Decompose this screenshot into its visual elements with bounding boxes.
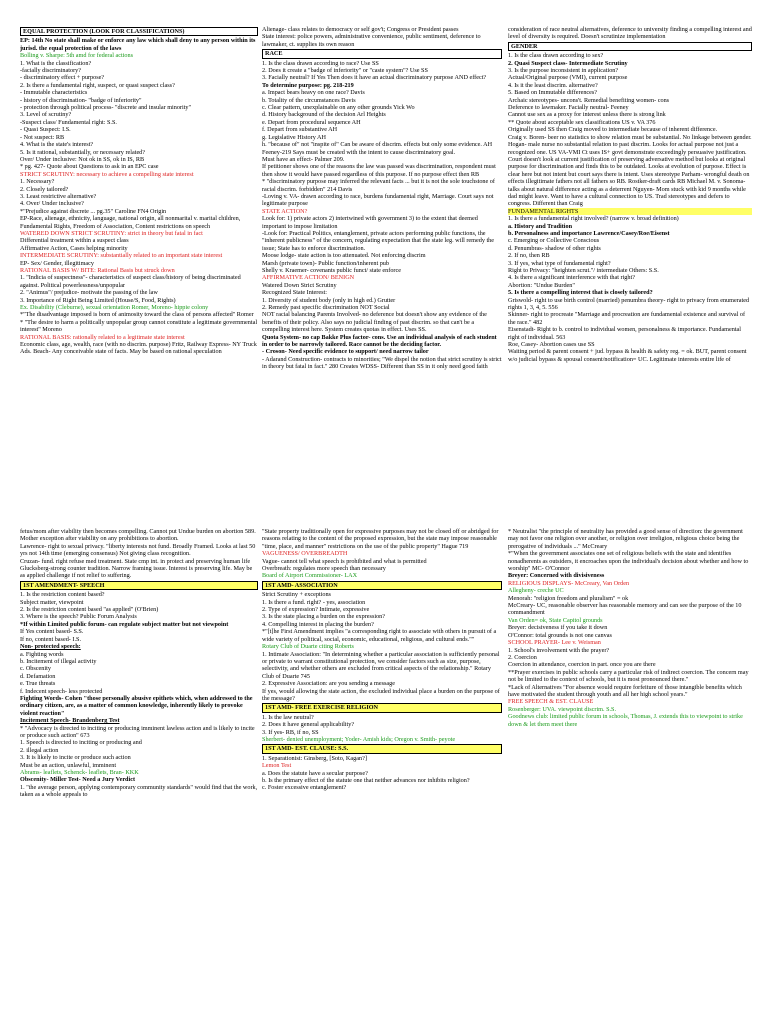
outline-line: 3. It is likely to incite or produce such action	[20, 754, 131, 762]
outline-line: EP: 14th No state shall make or enforce any law which shall deny to any person within its jurisd. the equal protection of the laws	[20, 37, 256, 52]
column-bottom-middle	[262, 528, 502, 1024]
outline-line: Coercion in attendance, coercion in part. once you are there	[508, 661, 656, 669]
outline-line: EP-Race, alienage, ethnicity, language, national origin, all nonmarital v. marital children, Fundamental Rights, Freedom of Association, Content restrictions on speech	[20, 215, 241, 230]
outline-line: State interest: police powers, administrative convenience, public sentiment, deference to lawmaker, ct. supplies its own reason	[262, 33, 481, 48]
outline-line: 2. Closely tailored?	[20, 185, 69, 193]
outline-line: Abortion: "Undue Burden"	[508, 281, 575, 289]
outline-line: b. Totality of the circumstances Davis	[262, 96, 356, 104]
outline-line: 1. "Indicia of suspectness"- characteristics of suspect class/history of being discriminated against. Political powerlessness/unpopular	[20, 274, 241, 289]
outline-line: Allegheny- creche UC	[508, 587, 564, 595]
outline-line: Marsh (private town)- Public function/inherent pub	[262, 259, 389, 267]
outline-line: If no, content based- I.S.	[20, 635, 81, 643]
outline-line: 2. Expressive Association: are you sending a message	[262, 680, 396, 688]
outline-line: Vague- cannot tell what speech is prohibited and what is permitted	[262, 557, 427, 565]
outline-line: * pg. 427- Quote about Questions to ask in an EPC case	[20, 163, 159, 171]
outline-line: 1ST AMD- EST. CLAUSE: S.S.	[262, 744, 502, 753]
outline-line: 5. Is there a compelling interest that is closely tailored?	[508, 289, 653, 297]
column-top-right	[508, 26, 752, 490]
outline-line: Shelly v. Kraemer- covenants public funct/ state enforce	[262, 267, 401, 274]
outline-line: Differential treatment within a suspect class	[20, 237, 129, 245]
outline-line: ** Quote about acceptable sex classifications US v. VA 376	[508, 118, 656, 126]
outline-line: 1. Necessary?	[20, 178, 55, 186]
outline-line: 1. Is the class drawn according to sex?	[508, 52, 604, 60]
outline-line: *"The disadvantage imposed is born of animosity toward the class of persons affected" Romer	[20, 311, 254, 319]
outline-line: Must be an action, unlawful, imminent	[20, 761, 117, 769]
outline-line: 3. Importance of Right Being Limited (House/S, Food, Rights)	[20, 296, 176, 304]
outline-line: Alienage- class relates to democracy or self gov't; Congress or President passes	[262, 26, 459, 33]
outline-line: Rotary Club of Duarte citing Roberts	[262, 643, 354, 651]
outline-line: EQUAL PROTECTION (LOOK FOR CLASSIFICATIONS)	[20, 27, 258, 36]
outline-line: O'Connor: total grounds is not one canvas	[508, 631, 612, 639]
outline-line: -Loving v. VA- drawn according to race, burdens fundamental right, Marriage. Court says not legitimate purpose	[262, 192, 494, 208]
outline-line: 5. Based on Immutable differences?	[508, 89, 598, 97]
outline-line: VAGUENESS/ OVERBREADTH	[262, 550, 348, 558]
outline-line: SCHOOL PRAYER- Lee v. Weisman	[508, 639, 601, 647]
outline-line: * Neutralist "the principle of neutrality has provided a good sense of direction: the government may not favor one religion over another, or religion over irreligion, religious choice being the prerogative of individuals ..." McCreary	[508, 528, 743, 550]
outline-line: 1ST AMD- ASSOCIATION	[262, 581, 502, 590]
outline-line: h. "because of" not "inspite of" Can be aware of discrim. effects but only some evidence. AH Feeney-219 Says must be created with the intent to cause discriminatory goal.	[262, 141, 493, 156]
outline-line: 1ST AMD- FREE EXERCISE RELIGION	[262, 703, 502, 712]
outline-line: 2. Remedy past specific discrimination NOT Social	[262, 304, 390, 312]
outline-line: 4. Compelling interest in placing the burden?	[262, 620, 374, 628]
outline-line: 2. Is the restriction content based "as applied" (O'Brien)	[20, 606, 159, 614]
outline-line: 1. "the average person, applying contemporary community standards" would find that the work, taken as a whole appeals to	[20, 783, 258, 799]
outline-line: d. Defamation	[20, 672, 56, 680]
outline-line: Quota System- no cap Bakke Plus factor- cons. Use an individual analysis of each student in order to be narrowly tailored. Race cannot be the deciding factor.	[262, 333, 497, 349]
outline-line: b. Is the primary effect of the statute one that neither advances nor inhibits religion?	[262, 777, 470, 784]
outline-line: b. Personalness and importance Lawrence/Casey/Roe/Eisenst	[508, 229, 670, 237]
outline-line: 4. What is the state's interest?	[20, 141, 94, 149]
outline-line: Strict Scrutiny + exceptions	[262, 591, 331, 599]
outline-line: Board of Airport Commissioner- LAX	[262, 572, 358, 580]
outline-line: 4. Is it the least discrim. alternative?	[508, 81, 598, 89]
outline-line: 3. If yes- RB, if no, SS	[262, 728, 319, 736]
outline-line: **Prayer exercises in public schools carry a particular risk of indirect coercion. The concern may not be limited to the context of schools, but it is most pronounced there."	[508, 668, 749, 684]
outline-line: STRICT SCRUTINY: necessary to achieve a compelling state interest	[20, 170, 194, 178]
outline-line: Bolling v. Sharpe: 5th amd for federal actions	[20, 52, 134, 60]
outline-line: e. Depart from procedural sequence AH	[262, 118, 361, 126]
outline-line: STATE ACTION?	[262, 207, 308, 215]
outline-line: Roe, Casey- Abortion cases use SS	[508, 341, 595, 349]
outline-line: 2. Type of expression? Intimate, expressive	[262, 606, 370, 614]
outline-line: Incitement Speech- Brandenberg Test	[20, 717, 120, 725]
outline-line: Affirmative Action, Cases helping minority	[20, 244, 128, 252]
outline-line: Over/ Under inclusive: Not ok in SS, ok in IS, RB	[20, 155, 145, 163]
outline-line: f. Depart from substantive AH	[262, 126, 338, 134]
outline-line: Economic class, age, wealth, race (with no discrim. purpose) Fritz, Railway Express- NY Truck Ads. Beach- Any conceivable state of facts. May be based on rational speculation	[20, 341, 257, 356]
outline-line: 1. Separationist: Ginsberg, [Soto, Kagan?]	[262, 754, 367, 762]
outline-line: Deference to lawmaker. Facially neutral- Feeney	[508, 104, 629, 112]
outline-line: If yes, would allowing the state action, the excluded individual place a burden on the purpose of the message?	[262, 687, 500, 702]
outline-line: - Croson- Need specific evidence to support/ need narrow tailor	[262, 348, 429, 356]
outline-line: Recognized State Interest:	[262, 289, 327, 297]
outline-line: 4. Is there a significant interference with that right?	[508, 274, 635, 282]
outline-line: Cannot use sex as a proxy for interest unless there is strong link	[508, 111, 666, 119]
outline-line: AFFIRMATIVE ACTION/ BENIGN	[262, 274, 355, 282]
outline-line: Van Orden= ok, State Capitol grounds	[508, 616, 603, 624]
outline-line: 2. Does it have general applicability?	[262, 721, 355, 729]
outline-line: 1. Is there a fund. right? - yes, association	[262, 598, 366, 606]
outline-line: RATIONAL BASIS: rationally related to a legitimate state interest	[20, 333, 185, 341]
outline-line: 3. Is the purpose inconsistent in application?	[508, 67, 619, 75]
outline-line: If Yes content based- S.S.	[20, 628, 84, 636]
outline-line: INTERMEDIATE SCRUTINY: substantially related to an important state interest	[20, 252, 223, 260]
outline-line: Originally used SS then Craig moved to intermediate because of inherent difference.	[508, 126, 718, 134]
outline-line: b. Incitement of illegal activity	[20, 657, 97, 665]
outline-line: Breyer: decisiveness if you take it down	[508, 624, 608, 632]
outline-line: FREE SPEECH & EST. CLAUSE	[508, 698, 594, 706]
outline-line: *If within Limited public forum- can regulate subject matter but not viewpoint	[20, 620, 229, 628]
outline-line: Watered Down Strict Scrutiny	[262, 281, 337, 289]
outline-line: f. Indecent speech- less protected	[20, 687, 103, 695]
outline-line: - Not suspect: RB	[20, 133, 65, 141]
outline-line: -Suspect class/ Fundamental right: S.S.	[20, 118, 117, 126]
outline-line: *"[t]he First Amendment implies "a corresponding right to associate with others in pursuit of a wide variety of political, social, economic, educational, religious, and cultural ends.""	[262, 628, 497, 643]
outline-line: NOT racial balancing Parents Involved- no deference but doesn't show any evidence of the benefits of their policy. Also says no judicial finding of past discrim. so that can't be a compelling interest here. System creates quotas in effect. Uses SS.	[262, 311, 487, 334]
outline-line: 2. If no, then RB	[508, 252, 550, 260]
outline-line: c. Foster excessive entanglement?	[262, 784, 347, 792]
outline-line: Ex. Disability (Cleburne), sexual orientation Romer, Moreno- hippie colony	[20, 304, 209, 312]
outline-line: RATIONAL BASIS W/ BITE: Rational Basis but struck down	[20, 267, 175, 274]
outline-line: 1. School's involvement with the prayer?	[508, 646, 610, 654]
column-bottom-left	[20, 528, 258, 1024]
outline-line: -facially discriminatory?	[20, 67, 81, 75]
outline-line: Must have an effect- Palmer 209.	[262, 155, 345, 163]
outline-line: 3. Where is the speech? Public Forum Analysis	[20, 613, 137, 621]
outline-line: c. Clear pattern, unexplainable on any other grounds Yick Wo	[262, 104, 415, 112]
outline-line: Fighting Words- Cohen "those personally abusive epithets which, when addressed to the ordinary citizen, are, as a matter of common knowledge, inherently likely to provoke violent reaction"	[20, 694, 253, 717]
outline-line: Obscenity- Miller Test- Need a Jury Verdict	[20, 776, 136, 784]
outline-line: Abrams- leaflets, Schenck- leaflets, Bran- KKK	[20, 769, 139, 776]
outline-line: 2. Coercion	[508, 653, 537, 661]
outline-line: Waiting period & parent consent + jud. bypass & health & safety reg. = ok. BUT, parent consent w/o judicial bypass & spousal consent/notification= UC. Legitimate interests entire life of	[508, 348, 747, 363]
outline-line: *Lack of Alternatives "For absence would require forfeiture of those intangible benefits which have motivated the student through youth and all her high school years."	[508, 683, 742, 698]
outline-line: 2. illegal action	[20, 746, 59, 754]
outline-line: GENDER	[508, 42, 752, 51]
outline-line: 1. Is the restriction content based?	[20, 591, 105, 599]
outline-line: 3. Facially neutral? If Yes Then does it have an actual discriminatory purpose AND effect?	[262, 74, 487, 82]
outline-line: Moose lodge- state action is too attenuated. Not enforcing discrim	[262, 252, 426, 260]
outline-line: Eisenstadt- Right to b. control to individual women, personalness & importance. Fundamental right of individual. 563	[508, 326, 742, 341]
outline-line: - discriminatory effect + purpose?	[20, 74, 105, 82]
outline-line: Look for: 1) private actors 2) intertwined with government 3) to the extent that deemed important to impose limitation	[262, 215, 478, 230]
outline-line: - history of discrimination- "badge of inferiority"	[20, 96, 142, 104]
outline-line: 2. Quasi Suspect class- Intermediate Scrutiny	[508, 59, 628, 67]
outline-line: Archaic stereotypes- uncons't. Remedial benefiting women- cons	[508, 96, 670, 104]
outline-line: a. Fighting words	[20, 650, 64, 658]
outline-line: 1. What is the classification?	[20, 59, 92, 67]
outline-line: *"When the government associates one set of religious beliefs with the state and identifies nonadherents as outsiders, it encroaches upon the individual's decision about whether and how to worship" MC- O'Connor	[508, 550, 749, 573]
outline-line: 1. Intimate Association: "In determining whether a particular association is sufficiently personal or private to warrant constitutional protection, we consider factors such as size, purpose, selectivity, and whether others are excluded from critical aspects of the relationship." Rotary Club of Duarte 745	[262, 650, 500, 680]
outline-line: Griswold- right to use birth control (married) penumbra theory- right to privacy from enumerated rights 1, 3, 4, 5. 556	[508, 296, 750, 312]
outline-line: * "Advocacy is directed to inciting or producing imminent lawless action and is likely to incite or produce such action" 673	[20, 724, 255, 739]
outline-line: 2. "Animus"/ prejudice- motivate the passing of the law	[20, 289, 158, 297]
outline-line: Menorah: "religion freedom and pluralism" = ok	[508, 594, 629, 602]
outline-line: a. Impact bears heavy on one race? Davis	[262, 89, 365, 97]
outline-line: 2. Does it create a "badge of inferiority" or "caste system"? Use SS	[262, 67, 428, 75]
outline-line: Breyer: Concerned with divisiveness	[508, 572, 605, 580]
outline-line: 3. If yes, what type of fundamental right?	[508, 259, 611, 267]
outline-line: Subject matter, viewpoint	[20, 598, 84, 606]
outline-line: EP- Sex/ Gender, illegitimacy	[20, 259, 94, 267]
outline-line: 1ST AMENDMENT- SPEECH	[20, 581, 258, 590]
outline-line: "State property traditionally open for expressive purposes may not be closed off or abridged for reasons relating to the content of the proposed expression, but the state may impose reasonable "time, place, and manner" restrictions on the use of the public property" Hague 719	[262, 528, 499, 550]
outline-line: Overbreath: regulates more speech than necessary	[262, 565, 386, 573]
outline-line: To determine purpose: pg. 218-219	[262, 81, 354, 89]
outline-line: * "discriminatory purpose may inferred the relevant facts ... but it is not the sole touchstone of racial discrim. forbidden" 214 Davis	[262, 178, 495, 193]
outline-line: McCreary- UC, reasonable observer has reasonable memory and can see the purpose of the 10 commandment	[508, 602, 742, 617]
outline-line: 4. Over/ Under inclusive?	[20, 200, 84, 208]
outline-line: Lawrence- right to sexual privacy. "liberty interests not fund. Broadly Framed. Looks at last 50 yrs not 14th time (emerging consensus) Not giving class recognition.	[20, 542, 256, 558]
outline-line: Craig v. Boren- beer no statistics to show relation must be substantial. No linkage between gender. Hogan- male nurse no substantial relation to past discrim. Looks for actual purpose not just a recognized one. US VA-VMI Ct uses IS+ govt demonstrate exceedingly persuasive justification. Court doesn't look at current justification of preserving adversative method but looks at original purpose for discrimination and finds this to be outdated. Looks at evolution of purpose. Effect is clear here but not intent but court says there is intent. Uses stereotype Parham- wrongful death on effects illegitimate fathers not all fathers so RB. Rostker-draft cards RB Michael M. v. Sonoma- talks about natural difference acting as a deterrent Nguyen- Mom stuck with kid 9 months while dad might leave. Want to have a cultural connection to US. Trad stereotypes and defers to congress. Different than Craig	[508, 133, 752, 208]
outline-line: 3. Is the state placing a burden on the expression?	[262, 613, 386, 621]
outline-line: 1. Diversity of student body (only in high ed.) Grutter	[262, 296, 396, 304]
outline-line: FUNDAMENTAL RIGHTS	[508, 208, 752, 215]
column-top-middle	[262, 26, 502, 490]
outline-line: a. History and Tradition	[508, 222, 573, 230]
outline-line: Lemon Test	[262, 762, 292, 770]
outline-line: -Look for: Practical Politics, entanglement, private actors performing public functions, the "inherent publicness" of the concern, regulating expectation that the state leg. will remedy the issue; State has to enforce discrimination.	[262, 229, 495, 252]
outline-line: - Adarand Construction- contracts to minorities; "We dispel the notion that strict scrutiny is strict in theory but fatal in fact." 280 Creates WDSS- Different than SS in it only need good faith	[262, 355, 502, 371]
column-bottom-right	[508, 528, 752, 1024]
outline-line: - Quasi Suspect: I.S.	[20, 126, 71, 134]
outline-line: - protection through political process- "discrete and insular minority"	[20, 104, 192, 112]
outline-line: 3. Level of scrutiny?	[20, 111, 72, 119]
outline-line: Goodnews club: limited public forum in schools, Thomas, J. extends this to viewpoint to strike down & let them meet there	[508, 713, 743, 728]
outline-line: Actual/Original purpose (VMI), current purpose	[508, 74, 628, 82]
outline-line: 5. Is it rational, substantially, or necessary related?	[20, 148, 146, 156]
outline-line: WATERED DOWN STRICT SCRUTINY: strict in theory but fatal in fact	[20, 229, 203, 237]
outline-line: d. History background of the decision Arl Heights	[262, 111, 386, 119]
outline-line: *"Prejudice against discrete ... pg.35" Caroline FN4 Origin	[20, 207, 167, 215]
outline-line: If petitioner shows one of the reasons the law was passed was discrimination, respondent must then show it would have passed regardless of this purpose. If no purpose effect then RB	[262, 163, 496, 178]
outline-line: fetus/mom after viability then becomes compelling. Cannot put Undue burden on abortion 589. Mother exception after viability on any prohibitions to abortion.	[20, 528, 256, 543]
outline-line: * "The desire to harm a politically unpopular group cannot constitute a legitimate governmental interest" Moreno	[20, 318, 258, 334]
outline-line: consideration of race neutral alternatives, deference to university finding a compelling interest and level of diversity is required. Doesn't scrutinize implementation	[508, 26, 752, 41]
outline-line: g. Legislative History AH	[262, 133, 326, 141]
outline-line: Rosenberger: UVA. viewpoint discrim. S.S.	[508, 705, 617, 713]
outline-line: Non- protected speech:	[20, 643, 81, 651]
outline-line: 1. Is the law neutral?	[262, 713, 314, 721]
outline-line: Cruzan- fund. right refuse med treatment. State cmp int. in protect and preserving human life Glucksberg-strong counter tradition. Narrow framing issue. Interest is preserving life. May be as applied challenge if not relief to suffering.	[20, 557, 253, 580]
outline-line: 1. Speech is directed to inciting or producing and	[20, 739, 142, 747]
outline-line: Sherbert- denied unemployment; Yoder- Amish kids; Oregon v. Smith- peyote	[262, 735, 456, 743]
outline-line: 3. Least restrictive alternative?	[20, 192, 97, 200]
outline-line: 1. Is there a fundamental right involved? (narrow v. broad definition)	[508, 215, 679, 223]
outline-line: - Immutable characteristics	[20, 89, 88, 97]
outline-line: 2. Is there a fundamental right, suspect, or quasi suspect class?	[20, 81, 175, 89]
outline-line: c. Obscenity	[20, 665, 51, 673]
outline-line: a. Does the statute have a secular purpose?	[262, 769, 368, 777]
outline-line: c. Emerging or Collective Conscious	[508, 237, 600, 245]
outline-line: 1. Is the class drawn according to race? Use SS	[262, 59, 379, 67]
outline-line: e. True threats	[20, 680, 56, 688]
outline-line: RELIGIOUS DISPLAYS- McCreary, Van Orden	[508, 579, 630, 587]
outline-line: RACE	[262, 49, 502, 58]
column-top-left	[20, 26, 258, 490]
outline-line: d. Penumbras- shadow of other rights	[508, 244, 601, 252]
outline-line: Skinner- right to procreate "Marriage and procreation are fundamental existence and survival of the race." 482	[508, 311, 746, 326]
outline-line: Right to Privacy: "heighten scrut."/ intermediate Others: S.S.	[508, 267, 659, 274]
